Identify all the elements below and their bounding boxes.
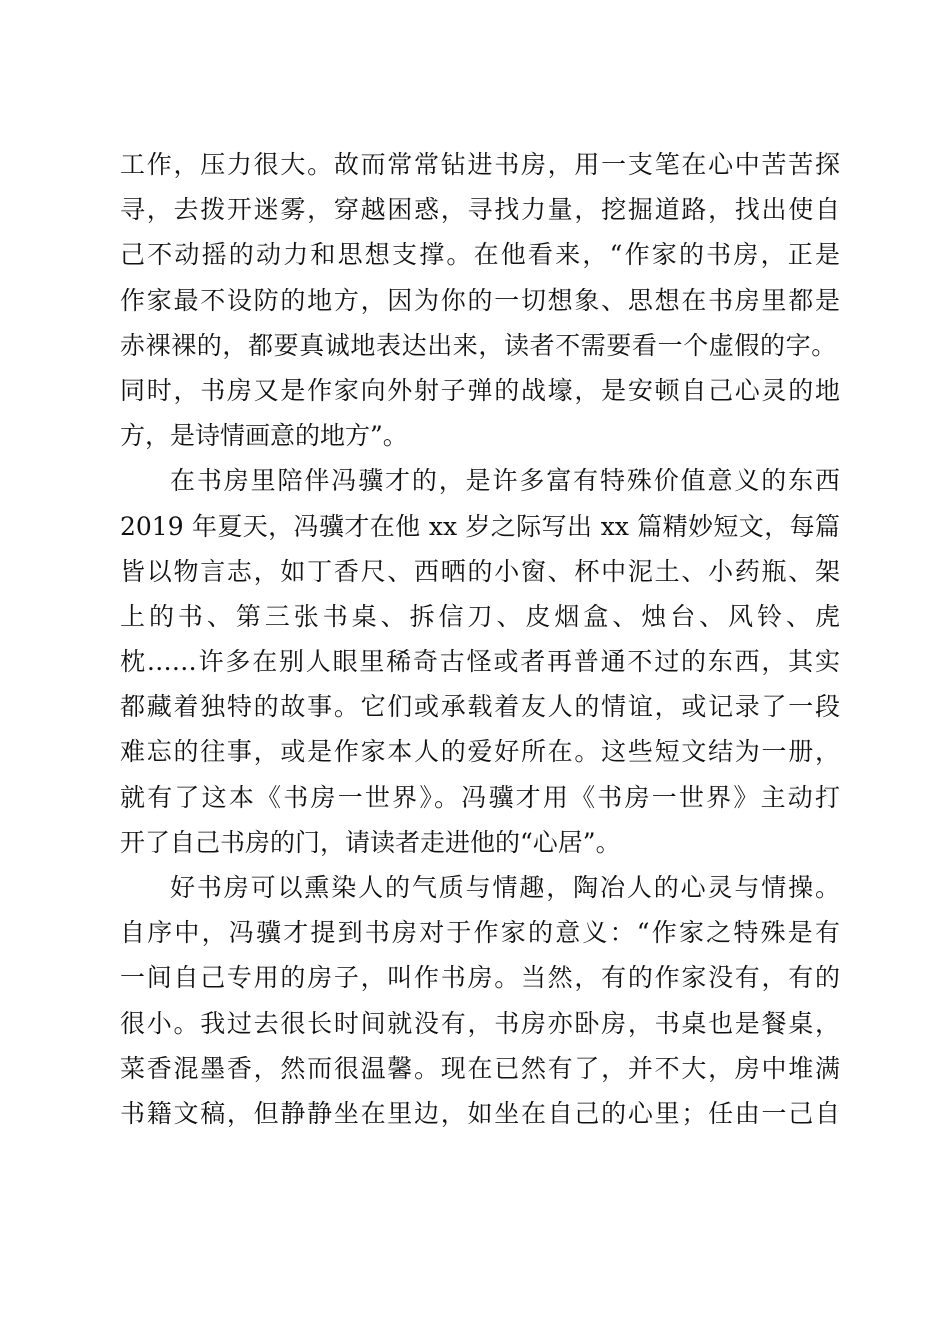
body-text [120,142,840,1136]
text-line: 己不动摇的动力和思想支撑。在他看来，“作家的书房，正是 [120,240,840,270]
text-line: 寻，去拨开迷雾，穿越困惑，寻找力量，挖掘道路，找出使自 [120,195,840,225]
text-line: 赤裸裸的，都要真诚地表达出来，读者不需要看一个虚假的字。 [120,330,837,360]
text-line: 难忘的往事，或是作家本人的爱好所在。这些短文结为一册， [120,737,840,767]
text-line: 2019 年夏天，冯骥才在他 xx 岁之际写出 xx 篇精妙短文，每篇 [120,511,840,541]
text-line: 菜香混墨香，然而很温馨。现在已然有了，并不大，房中堆满 [120,1053,840,1083]
text-line: 上的书、第三张书桌、拆信刀、皮烟盒、烛台、风铃、虎 [120,601,840,631]
text-line: 开了自己书房的门，请读者走进他的“心居”。 [120,827,621,857]
text-line: 皆以物言志，如丁香尺、西晒的小窗、杯中泥土、小药瓶、架 [120,556,840,586]
text-line: 书籍文稿，但静静坐在里边，如坐在自己的心里；任由一己自 [120,1098,840,1128]
text-line: 在书房里陪伴冯骥才的，是许多富有特殊价值意义的东西 [170,466,840,496]
text-line: 都藏着独特的故事。它们或承载着友人的情谊，或记录了一段 [120,692,840,722]
text-line: 枕……许多在别人眼里稀奇古怪或者再普通不过的东西，其实 [120,647,840,677]
text-line: 方，是诗情画意的地方”。 [120,421,408,451]
text-line: 一间自己专用的房子，叫作书房。当然，有的作家没有，有的 [120,963,840,993]
text-line: 好书房可以熏染人的气质与情趣，陶冶人的心灵与情操。 [170,873,840,902]
text-line: 很小。我过去很长时间就没有，书房亦卧房，书桌也是餐桌， [120,1008,840,1038]
text-line: 工作，压力很大。故而常常钻进书房，用一支笔在心中苦苦探 [120,150,840,179]
text-line: 作家最不设防的地方，因为你的一切想象、思想在书房里都是 [120,285,840,315]
text-line: 自序中，冯骥才提到书房对于作家的意义：“作家之特殊是有 [120,918,840,948]
text-line: 就有了这本《书房一世界》。冯骥才用《书房一世界》主动打 [120,782,840,812]
text-line: 同时，书房又是作家向外射子弹的战壕，是安顿自己心灵的地 [120,375,840,405]
